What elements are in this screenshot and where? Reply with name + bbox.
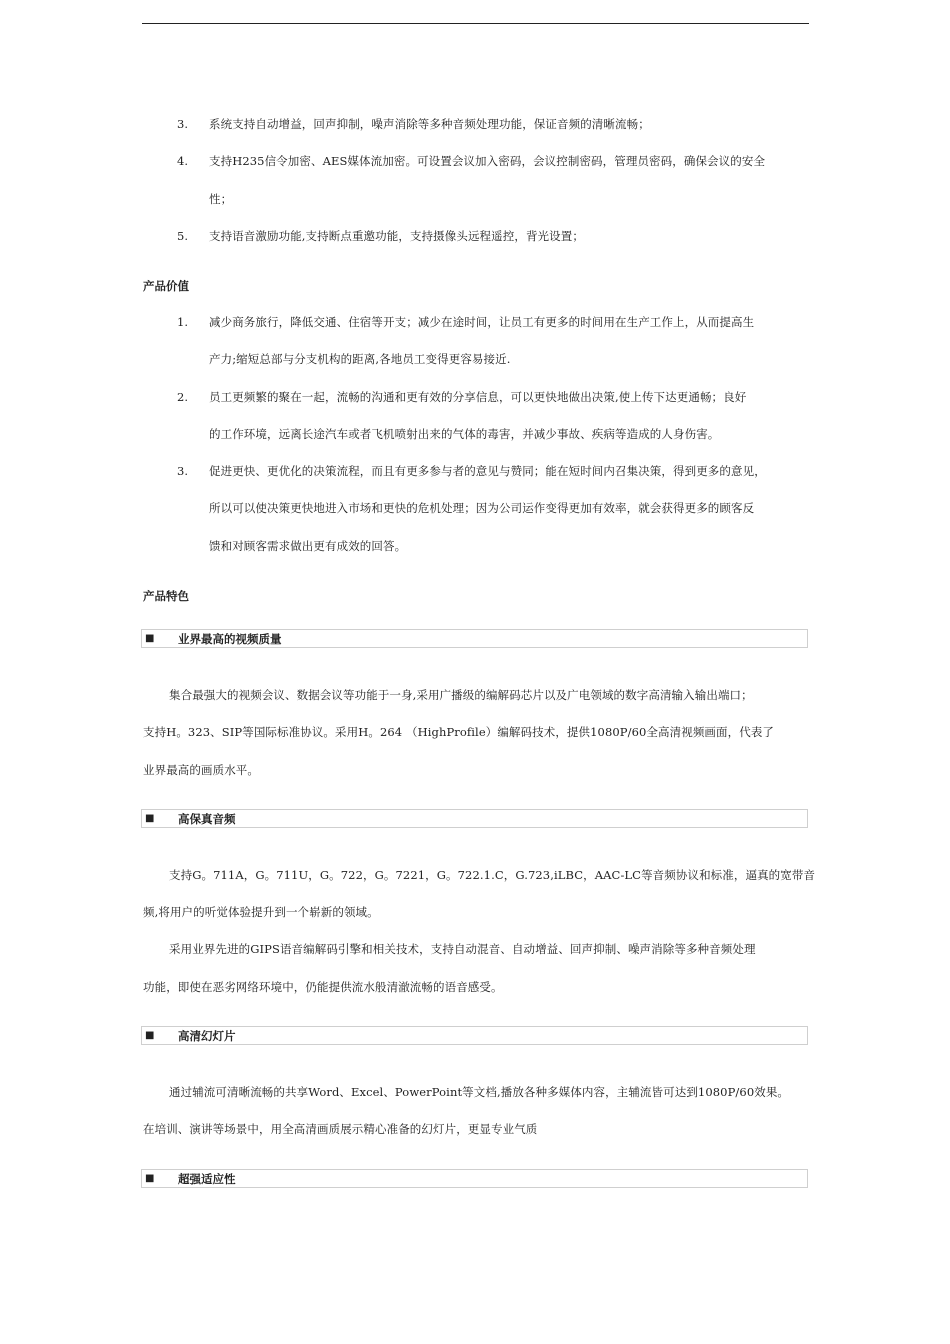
paragraph-line: 频,将用户的听觉体验提升到一个崭新的领域。 bbox=[143, 905, 379, 919]
list-text: 产力;缩短总部与分支机构的距离,各地员工变得更容易接近. bbox=[209, 352, 511, 366]
square-bullet-icon: ■ bbox=[145, 633, 155, 644]
list-text: 支持语音激励功能,支持断点重邀功能，支持摄像头远程遥控，背光设置； bbox=[209, 229, 584, 243]
paragraph-line: 采用业界先进的GIPS语音编解码引擎和相关技术，支持自动混音、自动增益、回声抑制、噪声消除等多种音频处理 bbox=[169, 942, 756, 956]
feature-section-bar bbox=[141, 1026, 808, 1045]
list-number: 3. bbox=[177, 117, 188, 131]
paragraph-line: 在培训、演讲等场景中，用全高清画质展示精心准备的幻灯片，更显专业气质 bbox=[143, 1122, 538, 1136]
list-text: 性； bbox=[209, 192, 233, 206]
list-text: 的工作环境，远离长途汽车或者飞机喷射出来的气体的毒害，并减少事故、疾病等造成的人身伤害。 bbox=[209, 427, 720, 441]
feature-section-bar bbox=[141, 809, 808, 828]
list-text: 馈和对顾客需求做出更有成效的回答。 bbox=[209, 539, 407, 553]
square-bullet-icon: ■ bbox=[145, 1173, 155, 1184]
paragraph-line: 业界最高的画质水平。 bbox=[143, 763, 259, 777]
list-text: 支持H235信令加密、AES媒体流加密。可设置会议加入密码，会议控制密码，管理员密码，确保会议的安全 bbox=[209, 154, 766, 168]
section-heading-features: 产品特色 bbox=[143, 589, 189, 603]
square-bullet-icon: ■ bbox=[145, 813, 155, 824]
list-text: 减少商务旅行，降低交通、住宿等开支；减少在途时间，让员工有更多的时间用在生产工作上，从而提高生 bbox=[209, 315, 755, 329]
list-number: 4. bbox=[177, 154, 188, 168]
paragraph-line: 集合最强大的视频会议、数据会议等功能于一身,采用广播级的编解码芯片以及广电领域的数字高清输入输出端口； bbox=[169, 688, 753, 702]
list-number: 5. bbox=[177, 229, 188, 243]
square-bullet-icon: ■ bbox=[145, 1030, 155, 1041]
feature-title: 高保真音频 bbox=[178, 812, 236, 826]
feature-title: 超强适应性 bbox=[178, 1172, 236, 1186]
feature-title: 业界最高的视频质量 bbox=[178, 632, 282, 646]
section-heading-value: 产品价值 bbox=[143, 279, 189, 293]
paragraph-line: 支持H。323、SIP等国际标准协议。采用H。264 （HighProfile）编解码技术，提供1080P/60全高清视频画面，代表了 bbox=[143, 725, 775, 739]
list-number: 1. bbox=[177, 315, 188, 329]
paragraph-line: 功能，即使在恶劣网络环境中，仍能提供流水般清澈流畅的语音感受。 bbox=[143, 980, 503, 994]
list-text: 促进更快、更优化的决策流程，而且有更多参与者的意见与赞同；能在短时间内召集决策，得到更多的意见， bbox=[209, 464, 766, 478]
feature-section-bar bbox=[141, 1169, 808, 1188]
paragraph-line: 通过辅流可清晰流畅的共享Word、Excel、PowerPoint等文档,播放各种多媒体内容，主辅流皆可达到1080P/60效果。 bbox=[169, 1085, 790, 1099]
list-text: 员工更频繁的聚在一起，流畅的沟通和更有效的分享信息，可以更快地做出决策,使上传下达更通畅；良好 bbox=[209, 390, 747, 404]
list-number: 3. bbox=[177, 464, 188, 478]
list-text: 系统支持自动增益，回声抑制，噪声消除等多种音频处理功能，保证音频的清晰流畅； bbox=[209, 117, 650, 131]
header-rule bbox=[142, 23, 809, 24]
list-text: 所以可以使决策更快地进入市场和更快的危机处理；因为公司运作变得更加有效率，就会获得更多的顾客反 bbox=[209, 501, 755, 515]
paragraph-line: 支持G。711A，G。711U，G。722，G。7221，G。722.1.C，G.723,iLBC，AAC-LC等音频协议和标准，逼真的宽带音 bbox=[169, 868, 816, 882]
feature-section-bar bbox=[141, 629, 808, 648]
feature-title: 高清幻灯片 bbox=[178, 1029, 236, 1043]
list-number: 2. bbox=[177, 390, 188, 404]
